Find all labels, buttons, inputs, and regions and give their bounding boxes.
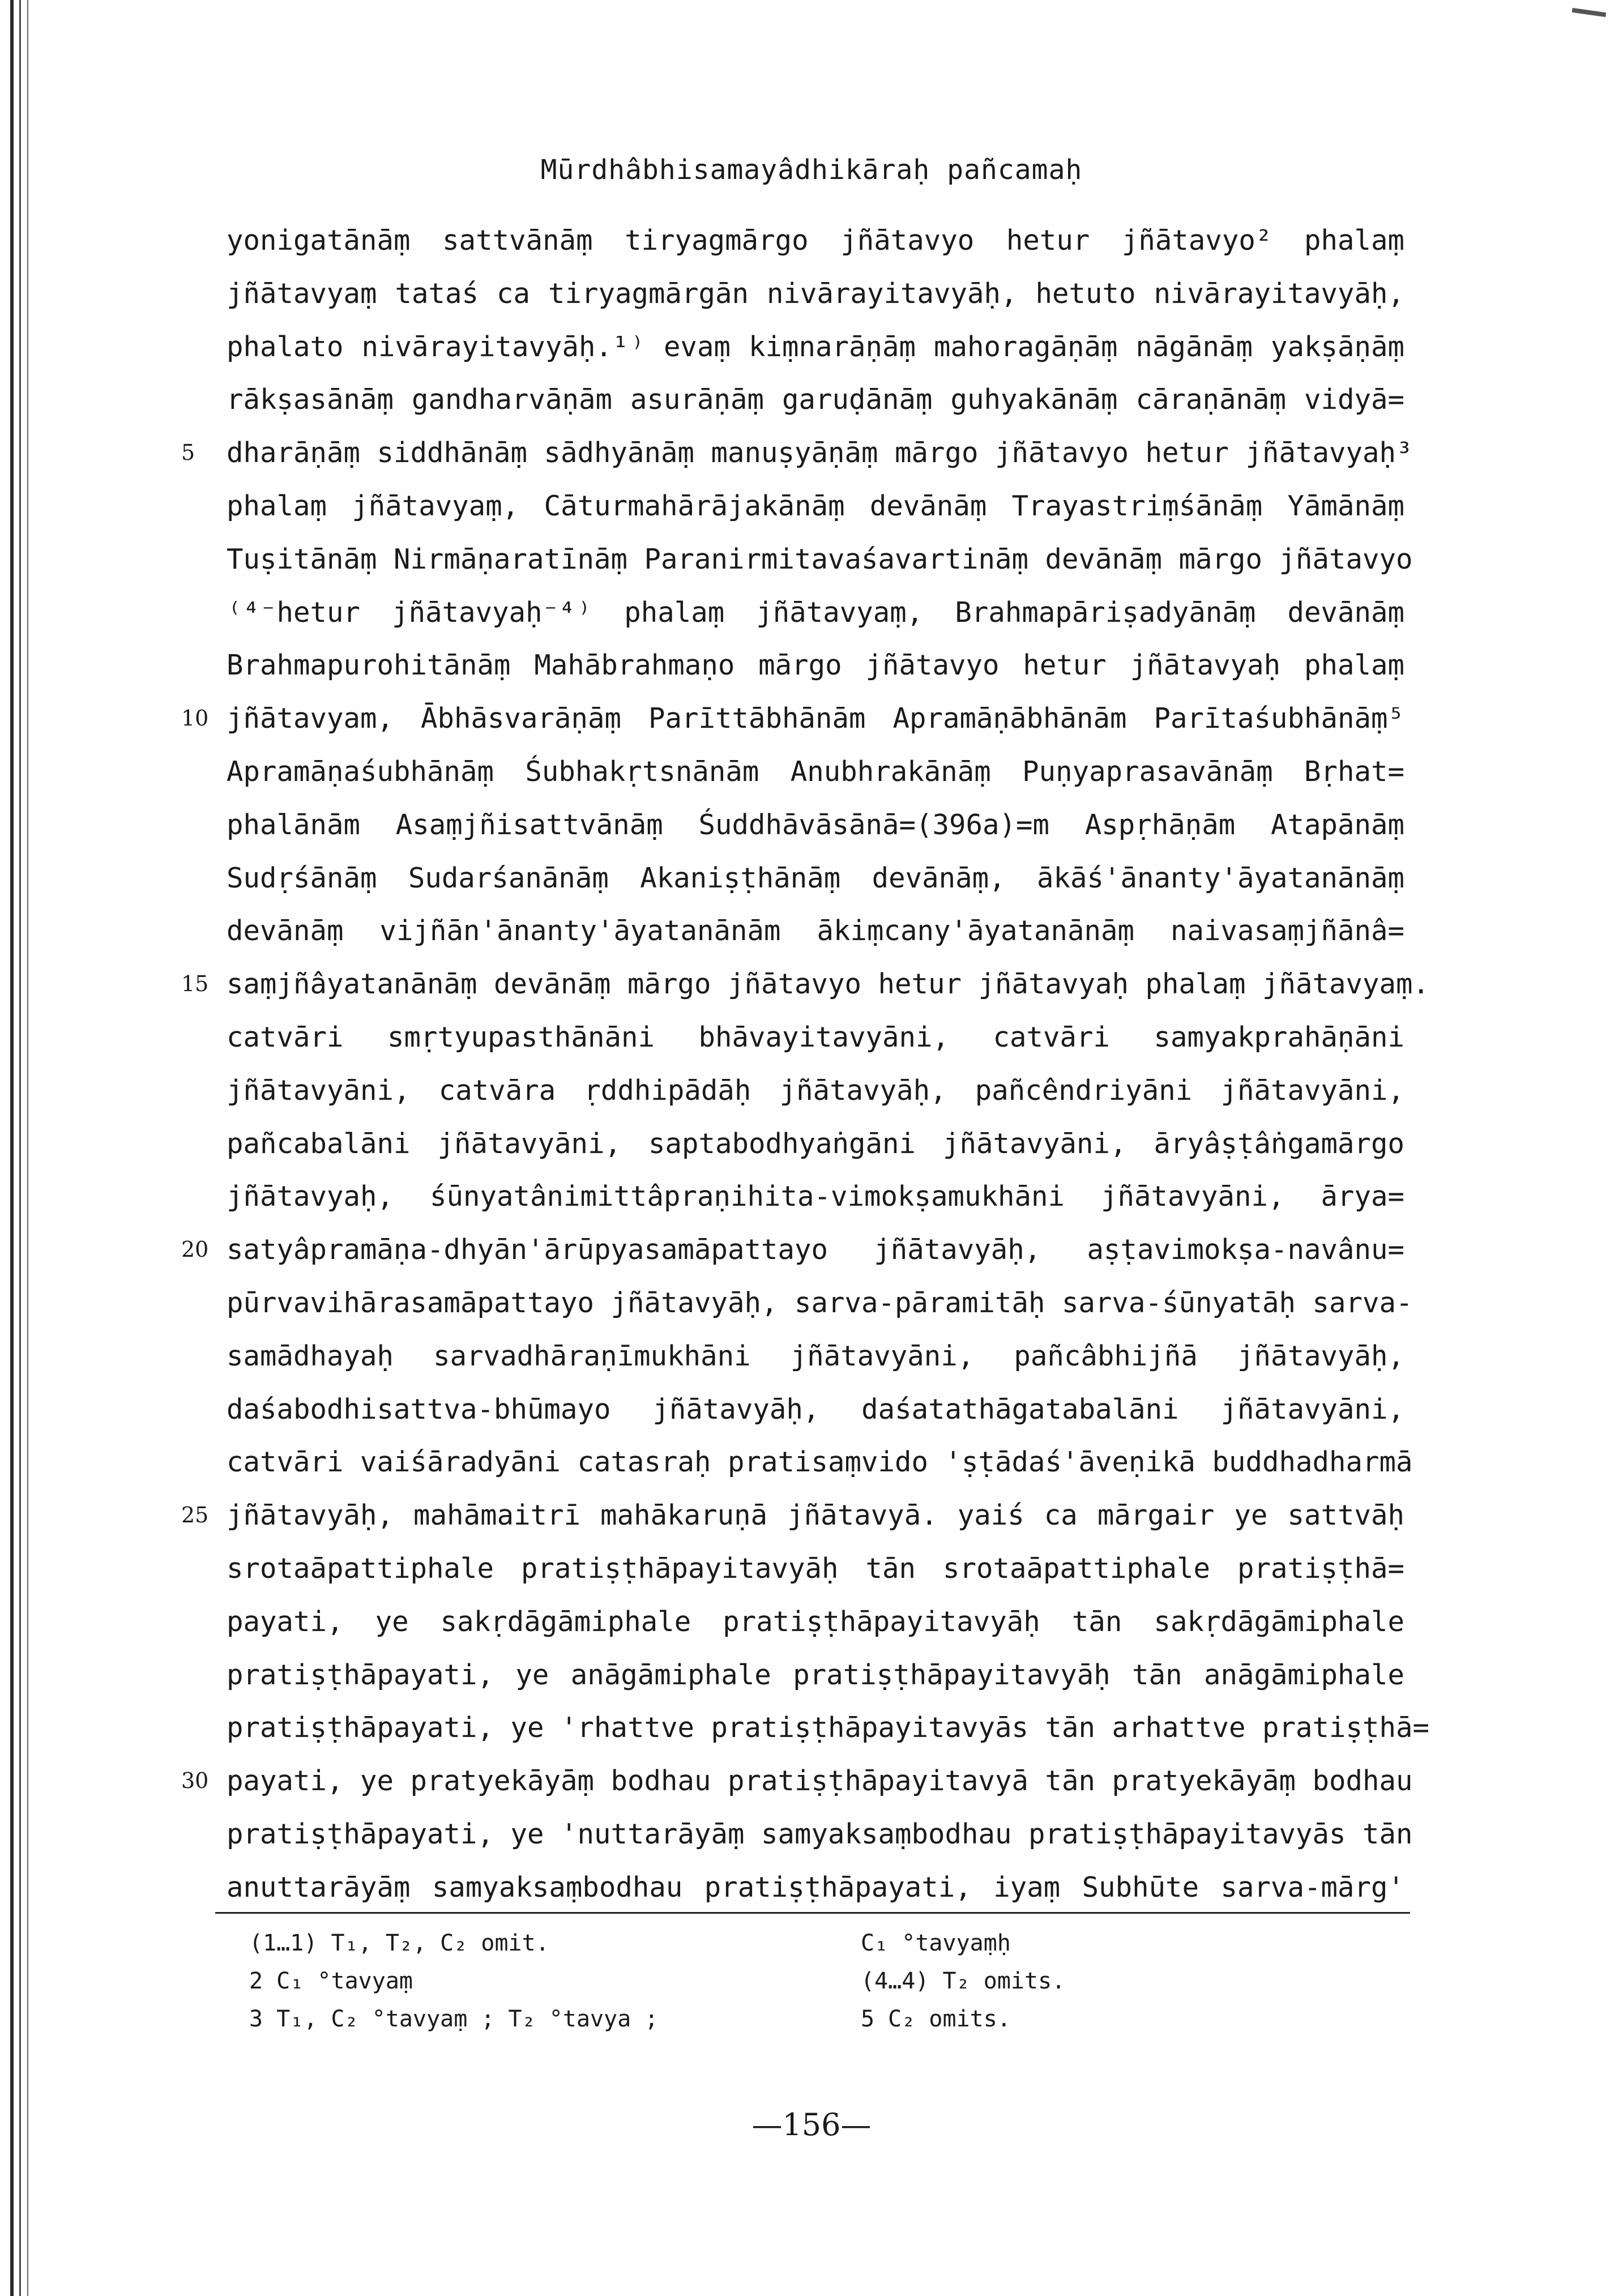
line-text: satyâpramāṇa-dhyān'ārūpyasamāpattayo jñātavyāḥ, aṣṭavimokṣa-navânu= xyxy=(227,1234,1404,1266)
line-text: payati, ye sakṛdāgāmiphale pratiṣṭhāpayitavyāḥ tān sakṛdāgāmiphale xyxy=(227,1605,1404,1638)
line-text: pūrvavihārasamāpattayo jñātavyāḥ, sarva-pāramitāḥ sarva-śūnyatāḥ sarva- xyxy=(227,1286,1413,1319)
text-line xyxy=(227,533,1413,586)
text-line xyxy=(227,904,1404,958)
text-line xyxy=(227,1011,1404,1064)
page-number: —156— xyxy=(751,2107,872,2143)
footnotes xyxy=(249,1924,1382,2038)
line-text: ⁽⁴⁻hetur jñātavyaḥ⁻⁴⁾ phalaṃ jñātavyaṃ, Brahmapāriṣadyānāṃ devānāṃ xyxy=(227,596,1404,629)
text-line xyxy=(181,426,1413,480)
text-line xyxy=(227,1701,1430,1755)
line-text: samādhayaḥ sarvadhāraṇīmukhāni jñātavyāni, pañcâbhijñā jñātavyāḥ, xyxy=(227,1339,1404,1372)
text-line xyxy=(227,1330,1404,1383)
line-number: 30 xyxy=(181,1768,209,1794)
line-text: pratiṣṭhāpayati, ye 'rhattve pratiṣṭhāpayitavyās tān arhattve pratiṣṭhā= xyxy=(227,1712,1430,1744)
line-text: dharāṇāṃ siddhānāṃ sādhyānāṃ manuṣyāṇāṃ mārgo jñātavyo hetur jñātavyaḥ³ xyxy=(227,437,1413,470)
text-line xyxy=(227,586,1404,639)
text-line xyxy=(227,1277,1413,1330)
line-text: srotaāpattiphale pratiṣṭhāpayitavyāḥ tān srotaāpattiphale pratiṣṭhā= xyxy=(227,1552,1404,1585)
footnote-row xyxy=(249,1962,1382,2000)
line-text: jñātavyāḥ, mahāmaitrī mahākaruṇā jñātavyā. yaiś ca mārgair ye sattvāḥ xyxy=(227,1499,1404,1532)
text-line xyxy=(227,745,1404,799)
line-text: yonigatānāṃ sattvānāṃ tiryagmārgo jñātavyo hetur jñātavyo² phalaṃ xyxy=(227,224,1404,257)
line-text: jñātavyaḥ, śūnyatânimittâpraṇihita-vimokṣamukhāni jñātavyāni, ārya= xyxy=(227,1180,1404,1213)
text-line xyxy=(227,852,1404,905)
line-text: Brahmapurohitānāṃ Mahābrahmaṇo mārgo jñātavyo hetur jñātavyaḥ phalaṃ xyxy=(227,649,1404,682)
line-text: Apramāṇaśubhānāṃ Śubhakṛtsnānām Anubhrakānāṃ Puṇyaprasavānāṃ Bṛhat= xyxy=(227,755,1404,788)
text-line xyxy=(227,1064,1404,1117)
line-text: pratiṣṭhāpayati, ye anāgāmiphale pratiṣṭhāpayitavyāḥ tān anāgāmiphale xyxy=(227,1658,1404,1691)
line-text: catvāri vaiśāradyāni catasraḥ pratisaṃvido 'ṣṭādaś'āveṇikā buddhadharmā xyxy=(227,1446,1413,1479)
line-text: payati, ye pratyekāyāṃ bodhau pratiṣṭhāpayitavyā tān pratyekāyāṃ bodhau xyxy=(227,1765,1413,1798)
text-line xyxy=(227,1808,1413,1861)
text-line xyxy=(227,214,1404,267)
text-line xyxy=(227,480,1404,533)
text-line xyxy=(227,639,1404,692)
line-number: 10 xyxy=(181,706,209,731)
text-line xyxy=(227,267,1404,321)
text-line xyxy=(227,1383,1404,1436)
footnote-right: 5 C₂ omits. xyxy=(861,2006,1011,2032)
footnote-right: C₁ °tavyaṃḥ xyxy=(861,1930,1011,1956)
text-line xyxy=(181,958,1430,1011)
line-text: Sudṛśānāṃ Sudarśanānāṃ Akaniṣṭhānāṃ devānāṃ, ākāś'ānanty'āyatanānāṃ xyxy=(227,861,1404,894)
line-text: phalato nivārayitavyāḥ.¹⁾ evaṃ kiṃnarāṇāṃ mahoragāṇāṃ nāgānāṃ yakṣāṇāṃ xyxy=(227,330,1404,363)
line-text: jñātavyāni, catvāra ṛddhipādāḥ jñātavyāḥ, pañcêndriyāni jñātavyāni, xyxy=(227,1074,1404,1107)
footnote-left: (1…1) T₁, T₂, C₂ omit. xyxy=(249,1930,549,1956)
footnote-left: 3 T₁, C₂ °tavyaṃ ; T₂ °tavya ; xyxy=(249,2006,659,2032)
line-text: phalānām Asaṃjñisattvānāṃ Śuddhāvāsānā=(396a)=m Aspṛhāṇām Atapānāṃ xyxy=(227,808,1404,841)
text-line xyxy=(181,1489,1404,1542)
running-head: Mūrdhâbhisamayâdhikāraḥ pañcamaḥ xyxy=(540,154,1083,186)
text-line xyxy=(227,1861,1404,1914)
scan-corner-mark xyxy=(1572,8,1607,17)
line-text: daśabodhisattva-bhūmayo jñātavyāḥ, daśatathāgatabalāni jñātavyāni, xyxy=(227,1393,1404,1426)
footnote-rule xyxy=(215,1912,1410,1914)
text-line xyxy=(227,1170,1404,1223)
footnote-row xyxy=(249,2000,1382,2038)
line-text: devānāṃ vijñān'ānanty'āyatanānām ākiṃcany'āyatanānāṃ naivasaṃjñānâ= xyxy=(227,915,1404,948)
text-line xyxy=(181,692,1404,745)
text-line xyxy=(227,1542,1404,1595)
text-line xyxy=(227,1117,1404,1171)
line-text: pratiṣṭhāpayati, ye 'nuttarāyāṃ samyaksaṃbodhau pratiṣṭhāpayitavyās tān xyxy=(227,1817,1413,1850)
line-number: 20 xyxy=(181,1237,209,1262)
line-text: catvāri smṛtyupasthānāni bhāvayitavyāni, catvāri samyakprahāṇāni xyxy=(227,1021,1404,1053)
text-line xyxy=(181,1223,1404,1277)
line-text: saṃjñâyatanānāṃ devānāṃ mārgo jñātavyo hetur jñātavyaḥ phalaṃ jñātavyaṃ. xyxy=(227,968,1430,1001)
body-text xyxy=(181,214,1430,1914)
text-line xyxy=(227,1595,1404,1649)
line-text: jñātavyaṃ tataś ca tiryagmārgān nivārayitavyāḥ, hetuto nivārayitavyāḥ, xyxy=(227,277,1404,310)
line-text: pañcabalāni jñātavyāni, saptabodhyaṅgāni jñātavyāni, āryâṣṭâṅgamārgo xyxy=(227,1127,1404,1160)
text-line xyxy=(227,799,1404,852)
footnote-right: (4…4) T₂ omits. xyxy=(861,1968,1066,1994)
text-line xyxy=(227,1436,1413,1489)
text-line xyxy=(181,1755,1413,1808)
line-number: 15 xyxy=(181,971,209,997)
footnote-row xyxy=(249,1924,1382,1962)
text-line xyxy=(227,1649,1404,1702)
line-text: jñātavyam, Ābhāsvarāṇāṃ Parīttābhānām Apramāṇābhānām Parītaśubhānāṃ⁵ xyxy=(227,702,1404,735)
footnote-left: 2 C₁ °tavyaṃ xyxy=(249,1968,413,1994)
line-number: 25 xyxy=(181,1503,209,1528)
line-text: Tuṣitānāṃ Nirmāṇaratīnāṃ Paranirmitavaśavartināṃ devānāṃ mārgo jñātavyo xyxy=(227,543,1413,575)
text-line xyxy=(227,373,1404,426)
book-binding-edge xyxy=(0,0,45,2296)
line-text: rākṣasānāṃ gandharvāṇām asurāṇāṃ garuḍānāṃ guhyakānāṃ cāraṇānāṃ vidyā= xyxy=(227,383,1404,416)
line-text: anuttarāyāṃ samyaksaṃbodhau pratiṣṭhāpayati, iyaṃ Subhūte sarva-mārg' xyxy=(227,1871,1404,1904)
line-text: phalaṃ jñātavyaṃ, Cāturmahārājakānāṃ devānāṃ Trayastriṃśānāṃ Yāmānāṃ xyxy=(227,489,1404,522)
line-number: 5 xyxy=(181,440,195,466)
text-line xyxy=(227,321,1404,374)
